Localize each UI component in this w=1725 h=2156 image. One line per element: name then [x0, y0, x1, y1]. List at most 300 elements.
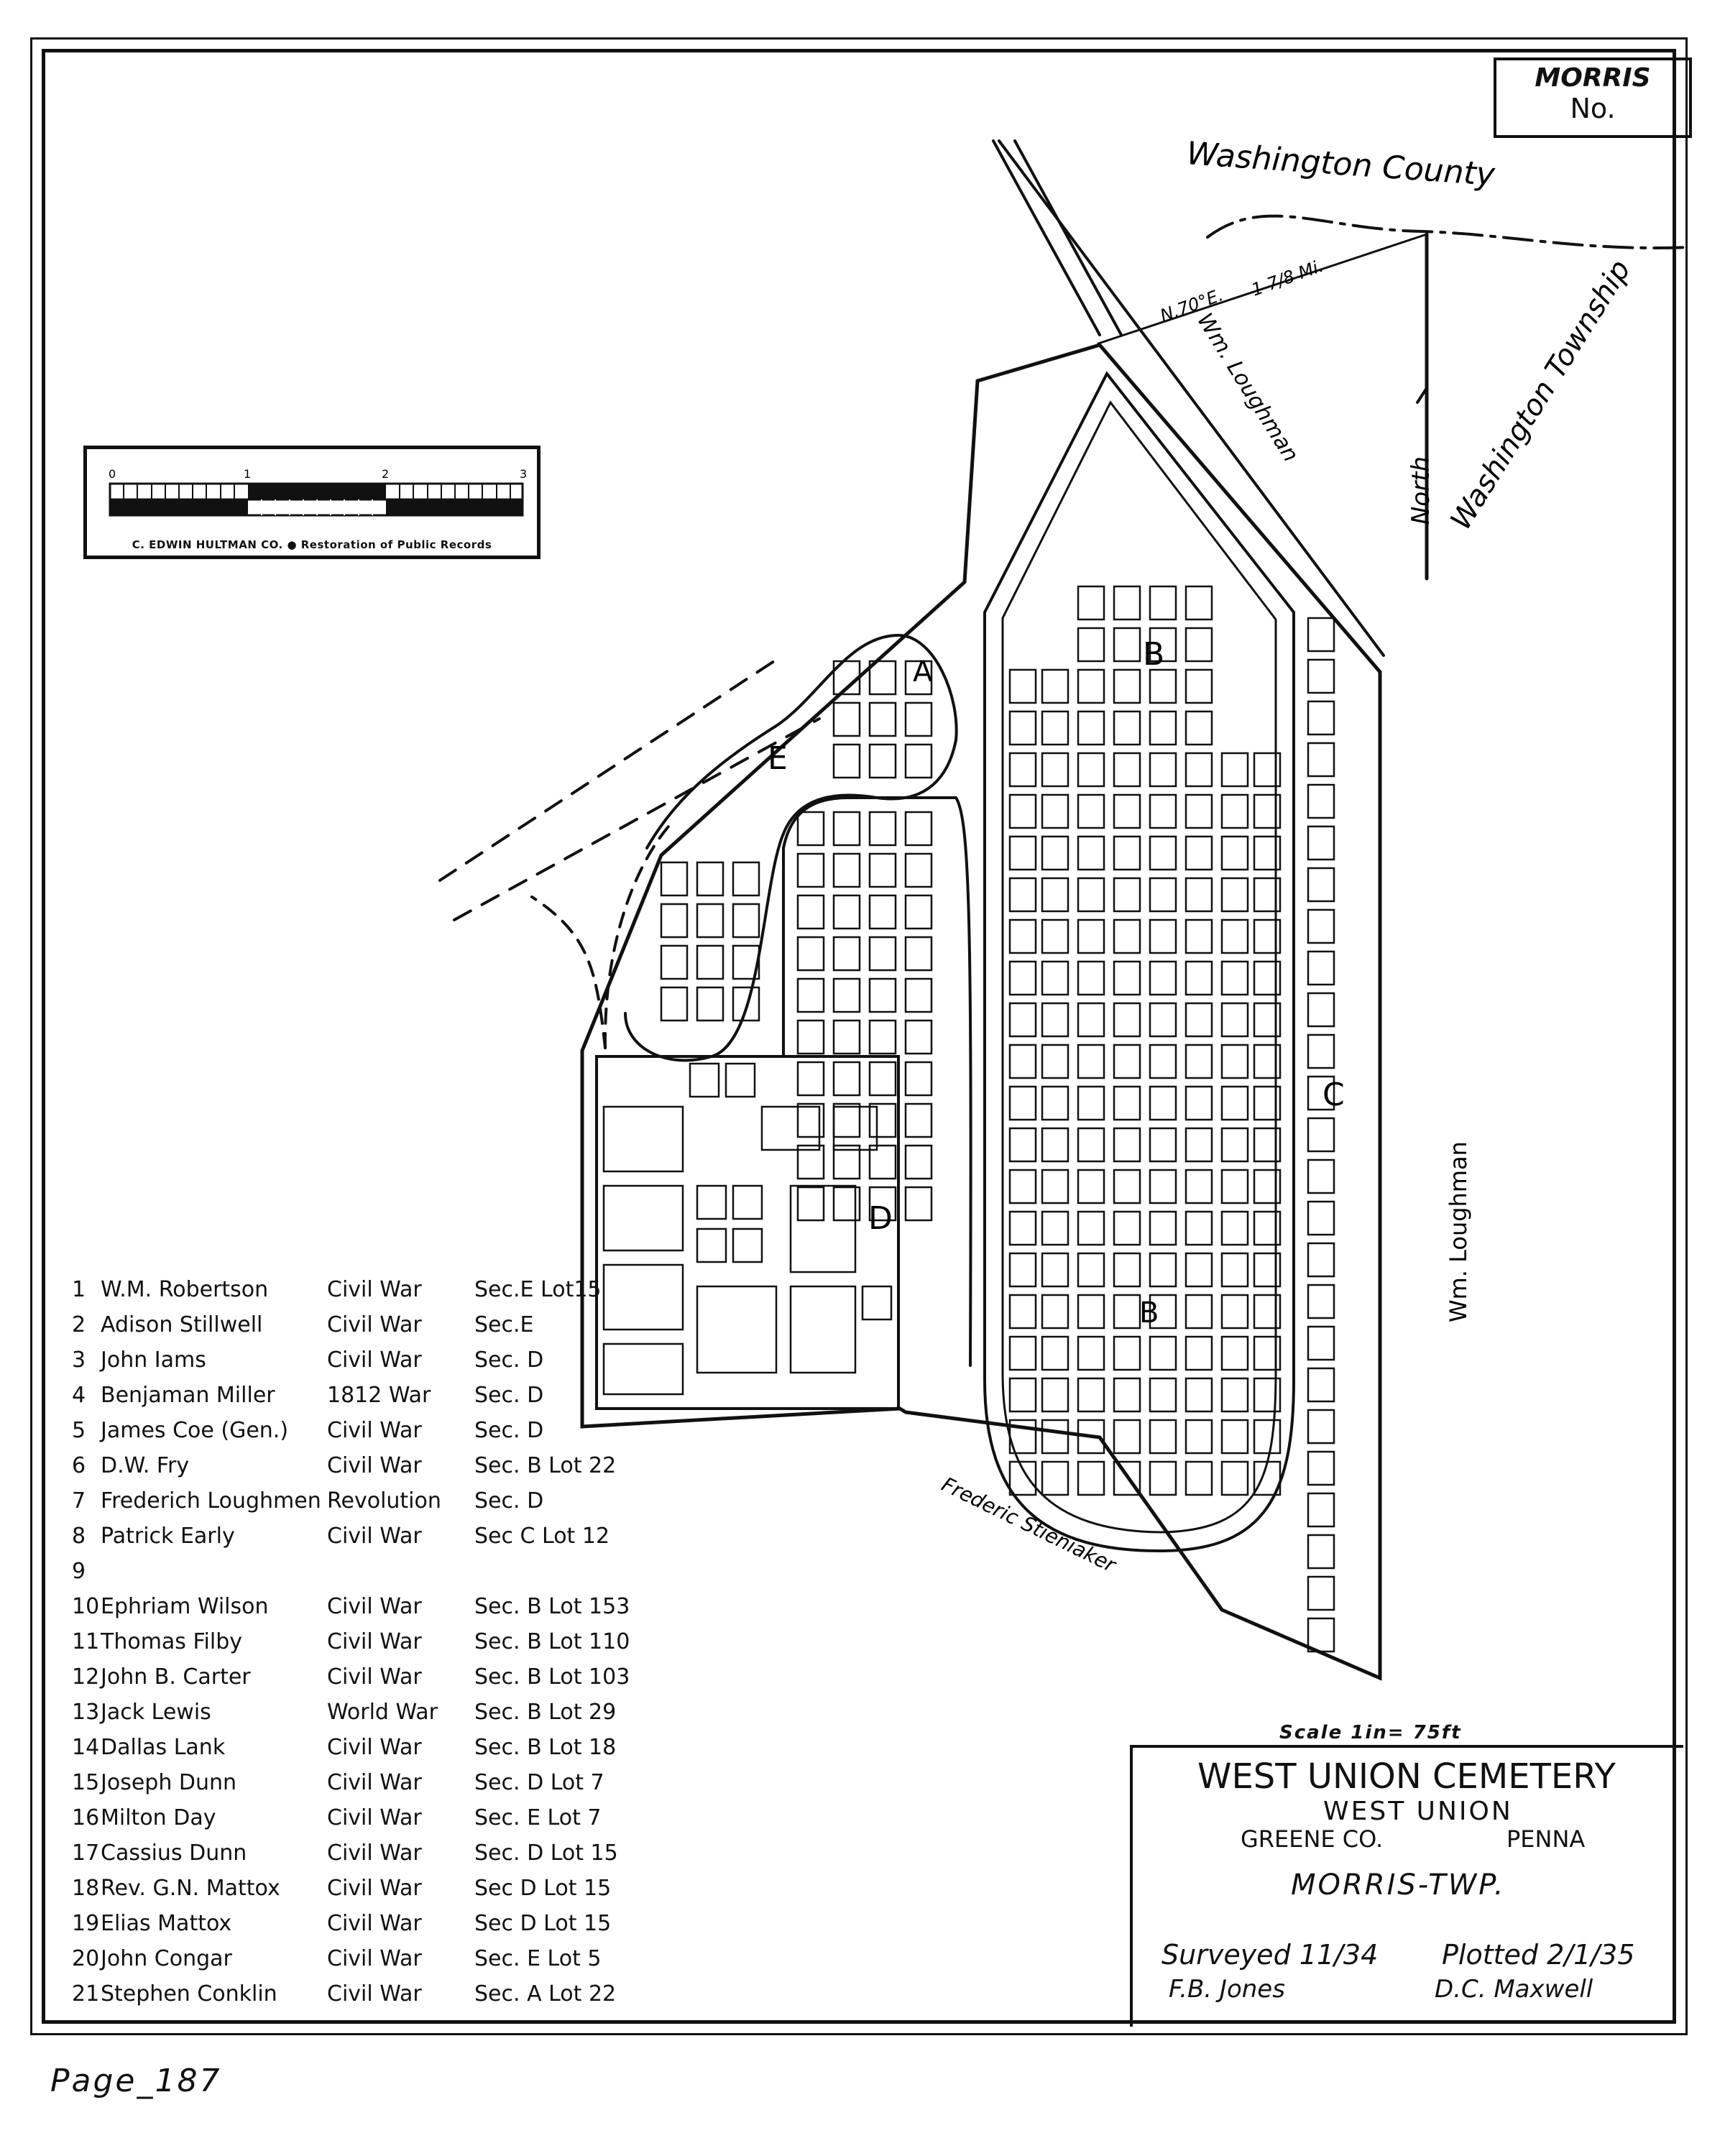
washington-township-label: Washington Township — [1444, 254, 1637, 536]
lot — [1186, 1420, 1212, 1453]
lot — [1222, 837, 1248, 870]
lot — [1222, 962, 1248, 995]
legend-number: 13 — [72, 1700, 100, 1725]
title-block — [1130, 1745, 1683, 2027]
lot — [1010, 920, 1036, 953]
lot — [791, 1286, 855, 1373]
lot-grid-east — [1010, 586, 1334, 1651]
section-letter: B — [1143, 636, 1165, 673]
legend-number: 18 — [72, 1876, 100, 1901]
lot — [1308, 1243, 1334, 1276]
lot — [1222, 1462, 1248, 1495]
lot — [690, 1064, 719, 1097]
lot — [1308, 785, 1334, 818]
lot — [726, 1064, 755, 1097]
lot — [870, 979, 896, 1012]
lot — [733, 1186, 762, 1219]
legend-name: Benjaman Miller — [101, 1383, 275, 1408]
lot — [1308, 1493, 1334, 1526]
legend-war: Civil War — [327, 1876, 422, 1901]
lot — [733, 987, 759, 1021]
lot — [1308, 618, 1334, 651]
lot — [697, 1229, 726, 1262]
lot — [1150, 795, 1176, 828]
lot — [1308, 868, 1334, 901]
lot — [1114, 1420, 1140, 1453]
lot — [1042, 837, 1068, 870]
lot — [697, 946, 723, 979]
lot — [1010, 711, 1036, 745]
lot — [1078, 711, 1104, 745]
legend-section: Sec. D Lot 7 — [474, 1770, 604, 1795]
legend-name: Thomas Filby — [101, 1629, 243, 1654]
scale-tick-label: 1 — [244, 467, 252, 481]
lot — [1150, 1378, 1176, 1411]
lot — [661, 987, 687, 1021]
lot — [1222, 1378, 1248, 1411]
legend-section: Sec. E Lot 5 — [474, 1946, 602, 1971]
dashed-lane — [454, 719, 819, 920]
lot — [1186, 837, 1212, 870]
lot — [1114, 1045, 1140, 1078]
lot — [1078, 1003, 1104, 1036]
lot — [1222, 1337, 1248, 1370]
legend-name: Adison Stillwell — [101, 1312, 263, 1337]
legend-name: D.W. Fry — [101, 1453, 190, 1478]
lot — [1010, 1170, 1036, 1203]
lot — [870, 745, 896, 778]
lot — [1222, 920, 1248, 953]
lot — [1222, 1045, 1248, 1078]
lot — [1042, 920, 1068, 953]
lot — [1078, 1295, 1104, 1328]
lot — [762, 1107, 819, 1150]
lot — [1308, 1202, 1334, 1235]
lot — [1078, 670, 1104, 703]
lot — [1042, 1378, 1068, 1411]
lot — [1010, 1295, 1036, 1328]
lot — [1308, 1410, 1334, 1443]
lot — [1042, 1462, 1068, 1495]
legend-name: John Congar — [101, 1946, 232, 1971]
lot — [1042, 1295, 1068, 1328]
lot — [1186, 586, 1212, 619]
plotter-name: D.C. Maxwell — [1435, 1975, 1593, 2004]
lot — [1114, 1003, 1140, 1036]
lot — [798, 895, 824, 929]
lot — [697, 1286, 776, 1373]
legend-number: 14 — [72, 1735, 100, 1760]
lot — [1186, 1087, 1212, 1120]
section-letter: E — [768, 740, 788, 777]
legend-name: Ephriam Wilson — [101, 1594, 269, 1619]
legend-war: World War — [327, 1700, 438, 1725]
legend-war: Civil War — [327, 1418, 422, 1443]
lot — [1150, 1128, 1176, 1161]
lot — [1308, 1035, 1334, 1068]
lot — [1042, 1212, 1068, 1245]
lot — [1150, 1337, 1176, 1370]
legend-war: Civil War — [327, 1524, 422, 1549]
lot — [1186, 1378, 1212, 1411]
lot — [1010, 1253, 1036, 1286]
legend-section: Sec D Lot 15 — [474, 1876, 612, 1901]
legend-name: Jack Lewis — [101, 1700, 211, 1725]
legend-section: Sec. D — [474, 1348, 544, 1373]
lot — [604, 1107, 683, 1171]
lot — [1114, 753, 1140, 786]
legend-section: Sec. A Lot 22 — [474, 1981, 617, 2007]
legend-war: 1812 War — [327, 1383, 431, 1408]
legend-section: Sec. B Lot 22 — [474, 1453, 617, 1478]
legend-name: Joseph Dunn — [101, 1770, 237, 1795]
lot — [1186, 795, 1212, 828]
cemetery-boundary — [582, 345, 1380, 1678]
county-name: GREENE CO. — [1241, 1825, 1384, 1853]
legend-name: W.M. Robertson — [101, 1277, 269, 1302]
lot — [1308, 910, 1334, 943]
lot — [834, 745, 860, 778]
legend-war: Civil War — [327, 1981, 422, 2007]
lot — [1308, 701, 1334, 734]
lot — [1186, 1128, 1212, 1161]
lot — [1010, 1128, 1036, 1161]
lot — [1308, 1285, 1334, 1318]
lot — [906, 1104, 932, 1137]
lot — [1010, 1337, 1036, 1370]
section-letter: B — [1139, 1296, 1159, 1330]
lot — [1078, 837, 1104, 870]
lot — [733, 904, 759, 937]
legend-section: Sec. E Lot 7 — [474, 1805, 602, 1830]
legend-war: Civil War — [327, 1348, 422, 1373]
lot — [1222, 1212, 1248, 1245]
lot — [1078, 1170, 1104, 1203]
legend-name: John B. Carter — [101, 1664, 251, 1690]
lot — [1114, 962, 1140, 995]
lot — [1308, 1118, 1334, 1151]
lot — [1150, 1087, 1176, 1120]
lot — [834, 979, 860, 1012]
legend-number: 1 — [72, 1277, 86, 1302]
lot — [1042, 711, 1068, 745]
lot — [1042, 1253, 1068, 1286]
legend-section: Sec D Lot 15 — [474, 1911, 612, 1936]
lot — [1222, 795, 1248, 828]
old-section-outline — [597, 1056, 898, 1409]
legend-number: 4 — [72, 1383, 86, 1408]
bearing-label: N.70°E. — [1157, 285, 1226, 326]
scale-text: Scale 1in= 75ft — [1279, 1722, 1462, 1743]
legend-section: Sec. B Lot 29 — [474, 1700, 617, 1725]
lot — [1010, 795, 1036, 828]
scale-tick-label: 3 — [520, 467, 528, 481]
legend-number: 12 — [72, 1664, 100, 1690]
sheet-id-township: MORRIS — [1535, 63, 1651, 93]
lot — [834, 937, 860, 970]
lot — [870, 854, 896, 887]
lot — [1114, 795, 1140, 828]
lot — [1010, 1212, 1036, 1245]
lot — [1186, 1337, 1212, 1370]
distance-label: 1 7/8 Mi. — [1248, 255, 1326, 300]
lot — [733, 1229, 762, 1262]
lot — [1150, 1045, 1176, 1078]
lot — [1114, 1128, 1140, 1161]
lot — [1222, 1170, 1248, 1203]
legend-number: 10 — [72, 1594, 100, 1619]
legend-number: 21 — [72, 1981, 100, 2007]
legend-section: Sec. B Lot 153 — [474, 1594, 630, 1619]
lot — [906, 895, 932, 929]
lot — [870, 1062, 896, 1095]
lot — [1150, 1003, 1176, 1036]
road-line — [1015, 141, 1121, 335]
plotted-date: Plotted 2/1/35 — [1442, 1939, 1635, 1971]
lot — [1150, 753, 1176, 786]
legend-name: Dallas Lank — [101, 1735, 226, 1760]
legend-number: 3 — [72, 1348, 86, 1373]
lot — [834, 895, 860, 929]
lot — [1308, 1160, 1334, 1193]
legend-section: Sec C Lot 12 — [474, 1524, 610, 1549]
lot — [1114, 878, 1140, 911]
lot — [604, 1265, 683, 1330]
lot — [870, 703, 896, 736]
lot — [1078, 795, 1104, 828]
lot — [1186, 920, 1212, 953]
legend-number: 2 — [72, 1312, 86, 1337]
legend-name: Frederich Loughmen — [101, 1488, 321, 1514]
lot — [1078, 1045, 1104, 1078]
legend-number: 15 — [72, 1770, 100, 1795]
county-line — [1208, 216, 1689, 248]
lot — [834, 703, 860, 736]
legend-war: Civil War — [327, 1841, 422, 1866]
lot — [1114, 1170, 1140, 1203]
legend-number: 17 — [72, 1841, 100, 1866]
lot — [1042, 1087, 1068, 1120]
legend-war: Civil War — [327, 1453, 422, 1478]
lot — [870, 895, 896, 929]
lot — [1010, 962, 1036, 995]
lot — [1078, 1212, 1104, 1245]
road-line — [999, 141, 1384, 655]
lot — [1186, 628, 1212, 661]
lot — [1042, 1128, 1068, 1161]
lot — [906, 854, 932, 887]
legend-war: Civil War — [327, 1664, 422, 1690]
lot — [1114, 837, 1140, 870]
lot — [1010, 1378, 1036, 1411]
lot — [906, 1187, 932, 1220]
lot — [1222, 1003, 1248, 1036]
lot — [1114, 1378, 1140, 1411]
lot — [870, 1021, 896, 1054]
lot — [1222, 1253, 1248, 1286]
lot — [1042, 1170, 1068, 1203]
sheet-id-number: No. — [1570, 93, 1616, 124]
lot — [1042, 795, 1068, 828]
lot — [870, 937, 896, 970]
lot — [1186, 670, 1212, 703]
legend-number: 7 — [72, 1488, 86, 1514]
lot — [1308, 1452, 1334, 1485]
lot — [1186, 1212, 1212, 1245]
lot — [1150, 1170, 1176, 1203]
lot — [1042, 753, 1068, 786]
legend-name: Cassius Dunn — [101, 1841, 247, 1866]
legend-section: Sec. D — [474, 1383, 544, 1408]
lot — [870, 812, 896, 845]
serpentine-drive — [625, 635, 957, 1060]
lot — [1308, 1327, 1334, 1360]
legend-number: 16 — [72, 1805, 100, 1830]
place-name: WEST UNION — [1323, 1797, 1513, 1826]
legend-name: Rev. G.N. Mattox — [101, 1876, 280, 1901]
lot — [798, 812, 824, 845]
lot — [604, 1186, 683, 1250]
lot — [1114, 1212, 1140, 1245]
legend-war: Civil War — [327, 1735, 422, 1760]
lot — [1150, 878, 1176, 911]
lot — [1042, 1337, 1068, 1370]
legend-section: Sec.E Lot15 — [474, 1277, 602, 1302]
lot — [1150, 1253, 1176, 1286]
lot — [1186, 1003, 1212, 1036]
legend-number: 5 — [72, 1418, 86, 1443]
lot — [1222, 878, 1248, 911]
lot — [1114, 1295, 1140, 1328]
lot — [1308, 993, 1334, 1026]
lot — [1186, 1295, 1212, 1328]
lot — [834, 1104, 860, 1137]
lot — [1010, 670, 1036, 703]
lot — [798, 1021, 824, 1054]
lot — [1078, 1087, 1104, 1120]
legend-number: 19 — [72, 1911, 100, 1936]
lot — [1010, 753, 1036, 786]
north-label: North — [1407, 456, 1435, 525]
lot — [834, 1021, 860, 1054]
lot — [1042, 1420, 1068, 1453]
lot — [1010, 837, 1036, 870]
legend-section: Sec. D — [474, 1488, 544, 1514]
lot — [1010, 878, 1036, 911]
lot — [1114, 670, 1140, 703]
lot — [1150, 586, 1176, 619]
lot — [1114, 628, 1140, 661]
section-letter: D — [868, 1200, 893, 1237]
lot — [661, 862, 687, 895]
dashed-lane — [440, 660, 776, 880]
lot — [1308, 1577, 1334, 1610]
legend-name: Patrick Early — [101, 1524, 235, 1549]
lot — [1308, 952, 1334, 985]
lot — [862, 1286, 891, 1319]
lot — [1186, 1462, 1212, 1495]
lot — [1078, 586, 1104, 619]
frederic-stieniaker-label: Frederic Stieniaker — [937, 1472, 1120, 1577]
lot — [604, 1344, 683, 1394]
lot — [733, 862, 759, 895]
lot — [1186, 1253, 1212, 1286]
surveyor-name: F.B. Jones — [1169, 1975, 1285, 2004]
lot — [1150, 670, 1176, 703]
lot — [1186, 711, 1212, 745]
lot — [1222, 1087, 1248, 1120]
legend-section: Sec. D — [474, 1418, 544, 1443]
legend-war: Civil War — [327, 1277, 422, 1302]
lot — [1222, 753, 1248, 786]
lot — [1114, 586, 1140, 619]
legend-number: 6 — [72, 1453, 86, 1478]
lot — [906, 1021, 932, 1054]
wm-loughman-label: Wm. Loughman — [1192, 308, 1304, 466]
lot — [798, 854, 824, 887]
section-letter: C — [1322, 1077, 1345, 1113]
scale-tick-label: 0 — [109, 467, 116, 481]
lot — [1308, 660, 1334, 693]
lot — [1078, 878, 1104, 911]
lot — [1222, 1420, 1248, 1453]
lot — [1308, 1368, 1334, 1401]
legend-name: John Iams — [101, 1348, 206, 1373]
lot — [1150, 1212, 1176, 1245]
lot — [1078, 628, 1104, 661]
cemetery-title: WEST UNION CEMETERY — [1197, 1756, 1616, 1797]
lot — [1010, 1462, 1036, 1495]
lot — [1186, 753, 1212, 786]
legend-name: Milton Day — [101, 1805, 216, 1830]
lot — [906, 1146, 932, 1179]
lot — [1186, 1045, 1212, 1078]
lot — [661, 946, 687, 979]
lot — [1078, 1128, 1104, 1161]
lot — [1114, 711, 1140, 745]
lot — [1150, 962, 1176, 995]
lot — [870, 1104, 896, 1137]
legend-number: 9 — [72, 1559, 86, 1584]
legend-number: 20 — [72, 1946, 100, 1971]
lot — [1042, 962, 1068, 995]
lot — [1186, 962, 1212, 995]
legend-name: Stephen Conklin — [101, 1981, 277, 2007]
lot — [1222, 1128, 1248, 1161]
lot — [1010, 1003, 1036, 1036]
lot — [1114, 1337, 1140, 1370]
lot — [906, 937, 932, 970]
lot — [697, 904, 723, 937]
legend-war: Civil War — [327, 1594, 422, 1619]
lot — [834, 1062, 860, 1095]
legend-name: Elias Mattox — [101, 1911, 232, 1936]
lot — [1114, 920, 1140, 953]
lot — [697, 987, 723, 1021]
lot — [1150, 920, 1176, 953]
lot — [798, 1187, 824, 1220]
lot — [1308, 1535, 1334, 1568]
lot — [798, 937, 824, 970]
lot — [1042, 878, 1068, 911]
lot — [906, 812, 932, 845]
washington-county-label: Washington County — [1185, 135, 1496, 193]
lot — [1308, 743, 1334, 776]
lot — [1150, 837, 1176, 870]
lot — [1078, 962, 1104, 995]
lot — [1078, 1253, 1104, 1286]
lot — [1308, 826, 1334, 860]
